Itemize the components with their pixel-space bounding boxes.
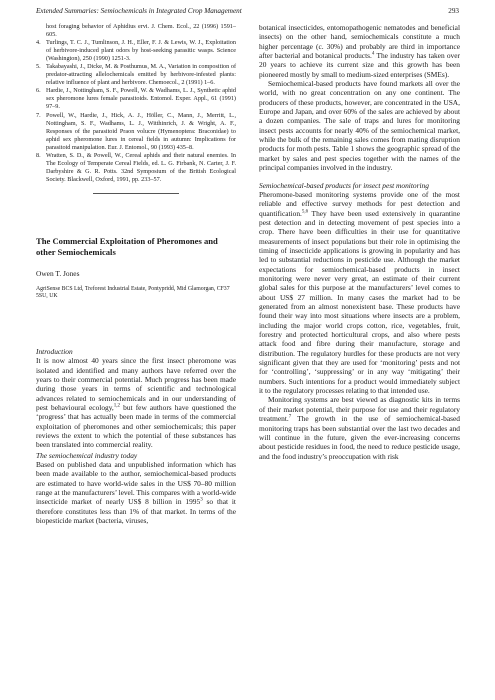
heading-industry-today: The semiochemical industry today [36,450,138,460]
paragraph-monitoring: Pheromone-based monitoring systems provide one of the most reliable and effective survey methods for pest detection and quantification.$^{5,6}$ They have been used extensively in quarantine pest detection and in detecting movement of pest species into a crop. There have been difficulties in their use for quantitative measurements of insect populations but their role in optimising the timing of insecticide applications is growing in popularity and has led to substantial reductions in pesticide use. Although the market expectations for semiochemical-based products in insect monitoring were never very great, an estimate of their current global sales for this purpose at the manufacturers’ level comes to about US$ 27 million. In many cases the market had to be generated from an almost nonexistent base. These products have found their way into most situations where insects are a problem, including the major world crops cotton, rice, vegetables, fruit, forestry and protected horticultural crops, and also where pests attack food and fibre during their manufacture, storage and distribution. The regulatory hurdles for these products are not very significant given that they are used for ‘monitoring’ pests and not for ‘controlling’, ‘suppressing’ or in any way ‘mitigating’ their numbers. Such intentions for a product would immediately subject it to the regulatory processes relating to that intended use. [259,189,460,396]
reference-8: 8. Wratten, S. D., & Powell, W., Cereal aphids and their natural enemies. In The Ecology of Temperate Cereal Fields, ed. L. G. Firbank, N. Carter, J. F. Darbyshire & G. R. Potts. 32nd Symposium of the British Ecological Society. Blackwell, Oxford, 1991, pp. 233–57. [36,151,236,183]
paragraph-industry-continued: botanical insecticides, entomopathogenic nematodes and beneficial insects) on the other hand, semiochemicals constitute a much higher percentage (c. 30%) and probably are third in importance after bacterial and botanical products.$^4$ The industry has taken over 20 years to achieve its current size and this growth has been pioneered mostly by small to medium-sized enterprises (SMEs). [259,23,460,79]
left-column [36,23,236,525]
heading-introduction: Introduction [36,346,73,356]
paragraph-introduction: It is now almost 40 years since the first insect pheromone was isolated and identified and many authors have referred over the years to their commercial potential. Much progress has been made during those years in terms of scientific and technological advances related to semiochemicals and in our understanding of pest behavioural ecology,$^{1,2}$ but few authors have questioned the ‘progress’ that has actually been made in terms of the commercial exploitation of pheromones and other semiochemicals; this paper reviews the extent to which the potential of these substances has been translated into commercial reality. [36,356,236,450]
running-head-title: Extended Summaries: Semiochemicals in Integrated Crop Management [36,7,242,15]
author-affiliation: AgriSense BCS Ltd, Treforest Industrial Estate, Pontypridd, Mid Glamorgan, CF37 5SU, UK [36,285,230,300]
right-column [259,23,460,461]
reference-5: 5. Takabayashi, J., Dicke, M. & Posthumus, M. A., Variation in composition of predator-attracting allelochemicals emitted by herbivore-infested plants: relative influence of plant and herbivore. Chemoecol., 2 (1991) 1–6. [36,63,236,87]
article-title: The Commercial Exploitation of Pheromones and other Semiochemicals [36,235,218,257]
reference-3-continuation: host foraging behavior of Aphidius ervi. J. Chem. Ecol., 22 (1996) 1591–605. [46,23,236,39]
reference-7: 7. Powell, W., Hardie, J., Hick, A. J., Höller, C., Mann, J., Merritt, L., Nottingham, S. F., Wadhams, L. J., Witthinrich, J. & Wright, A. F., Responses of the parasitoid Praon volucre (Hymenoptera: Braconidae) to aphid sex pheromone lures in cereal fields in autumn: Implications for parasitoid manipulation. Eur. J. Entomol., 90 (1993) 435–8. [36,111,236,151]
section-divider [93,193,179,194]
heading-monitoring: Semiochemical-based products for insect pest monitoring [259,180,429,190]
paragraph-markets: Semiochemical-based products have found markets all over the world, with no great concentration on any one continent. The producers of these products, however, are concentrated in the USA, Europe and Japan, and over 60% of the sales are achieved by about a dozen companies. The sale of traps and lures for monitoring insect pests accounts for nearly 40% of the semiochemical market, while the bulk of the remaining sales comes from mating disruption products for moth pests. Table 1 shows the geographic spread of the market by sales and pest species together with the names of the principal companies involved in the industry. [259,79,460,173]
article-author: Owen T. Jones [36,268,80,278]
paragraph-monitoring-systems: Monitoring systems are best viewed as diagnostic kits in terms of their market potential, their purpose for use and their regulatory treatment.$^7$ The growth in the use of semiochemical-based monitoring traps has been substantial over the last two decades and will continue in the future, given the ever-increasing concerns about pesticide residues in food, the need to reduce pesticide usage, and the food industry’s preoccupation with risk [259,395,460,461]
reference-4: 4. Turlings, T. C. J., Tumlinson, J. H., Eller, F. J. & Lewis, W. J., Exploitation of herbivore-induced plant odors by host-seeking parasitic wasps. Science (Washington), 250 (1990) 1251-3. [36,39,236,63]
running-head [36,7,459,17]
paragraph-industry-today: Based on published data and unpublished information which has been made available to the author, semiochemical-based products are estimated to have world-wide sales in the US$ 70–80 million range at the manufacturers’ level. This compares with a world-wide insecticide market of nearly US$ 8 billion in 1995$^3$ so that it therefore constitutes less than 1% of that market. In terms of the biopesticide market (bacteria, viruses, [36,460,236,526]
page-number: 293 [448,7,459,15]
reference-6: 6. Hardie, J., Nottingham, S. F., Powell, W. & Wadhams, L. J., Synthetic aphid sex pheromone lures female parasitoids. Entomol. Exper. Appl., 61 (1991) 97–9. [36,87,236,111]
